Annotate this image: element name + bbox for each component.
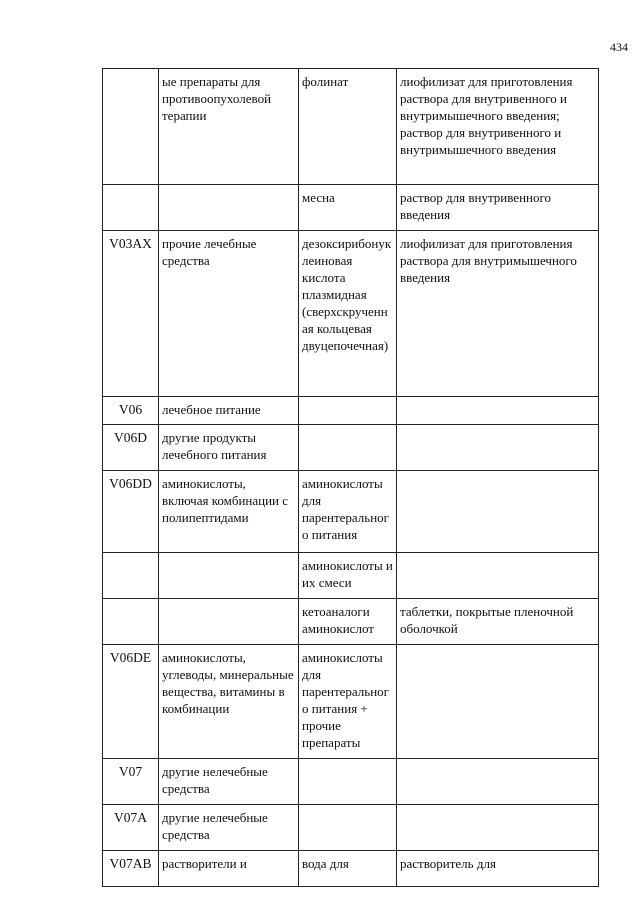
- group-cell: прочие лечебные средства: [159, 231, 299, 397]
- group-cell: ые препараты для противоопухолевой терапии: [159, 69, 299, 185]
- drug-cell: [299, 425, 397, 471]
- group-cell: растворители и: [159, 851, 299, 887]
- form-cell: [397, 805, 599, 851]
- table-row: [103, 599, 599, 645]
- drug-cell: аминокислоты для парентерального питания + прочие препараты: [299, 645, 397, 759]
- atc-code-cell: [103, 553, 159, 599]
- drug-cell: месна: [299, 185, 397, 231]
- atc-code-cell: V06D: [103, 425, 159, 471]
- form-cell: лиофилизат для приготовления раствора для внутривенного и внутримышечного введения; раствор для внутривенного и внутримышечного введения: [397, 69, 599, 185]
- drug-cell: [299, 397, 397, 425]
- atc-code-cell: V06DE: [103, 645, 159, 759]
- group-cell: аминокислоты, включая комбинации с полипептидами: [159, 471, 299, 553]
- drug-table: [102, 68, 599, 887]
- atc-code-cell: V06DD: [103, 471, 159, 553]
- atc-code-cell: [103, 599, 159, 645]
- group-cell: аминокислоты, углеводы, минеральные вещества, витамины в комбинации: [159, 645, 299, 759]
- table-row: [103, 471, 599, 553]
- atc-code-cell: V03AX: [103, 231, 159, 397]
- form-cell: растворитель для: [397, 851, 599, 887]
- table-row: [103, 553, 599, 599]
- atc-code-cell: V06: [103, 397, 159, 425]
- table-row: [103, 851, 599, 887]
- form-cell: [397, 397, 599, 425]
- drug-cell: кетоаналоги аминокислот: [299, 599, 397, 645]
- atc-code-cell: [103, 69, 159, 185]
- drug-cell: аминокислоты для парентерального питания: [299, 471, 397, 553]
- table-row: [103, 397, 599, 425]
- atc-code-cell: V07A: [103, 805, 159, 851]
- drug-cell: [299, 759, 397, 805]
- drug-cell: дезоксирибонуклеиновая кислота плазмидная (сверхскрученная кольцевая двуцепочечная): [299, 231, 397, 397]
- page-number: 434: [610, 40, 628, 54]
- table-row: [103, 69, 599, 185]
- table-row: [103, 425, 599, 471]
- table-row: [103, 759, 599, 805]
- table-row: [103, 231, 599, 397]
- form-cell: [397, 759, 599, 805]
- form-cell: лиофилизат для приготовления раствора для внутримышечного введения: [397, 231, 599, 397]
- atc-code-cell: [103, 185, 159, 231]
- atc-code-cell: V07: [103, 759, 159, 805]
- table-row: [103, 805, 599, 851]
- form-cell: [397, 645, 599, 759]
- form-cell: [397, 471, 599, 553]
- form-cell: таблетки, покрытые пленочной оболочкой: [397, 599, 599, 645]
- group-cell: другие продукты лечебного питания: [159, 425, 299, 471]
- drug-cell: аминокислоты и их смеси: [299, 553, 397, 599]
- drug-cell: фолинат: [299, 69, 397, 185]
- drug-cell: [299, 805, 397, 851]
- group-cell: лечебное питание: [159, 397, 299, 425]
- atc-code-cell: V07AB: [103, 851, 159, 887]
- table-row: [103, 645, 599, 759]
- drug-cell: вода для: [299, 851, 397, 887]
- group-cell: [159, 599, 299, 645]
- group-cell: другие нелечебные средства: [159, 759, 299, 805]
- form-cell: [397, 425, 599, 471]
- form-cell: [397, 553, 599, 599]
- group-cell: [159, 553, 299, 599]
- form-cell: раствор для внутривенного введения: [397, 185, 599, 231]
- group-cell: [159, 185, 299, 231]
- group-cell: другие нелечебные средства: [159, 805, 299, 851]
- table-row: [103, 185, 599, 231]
